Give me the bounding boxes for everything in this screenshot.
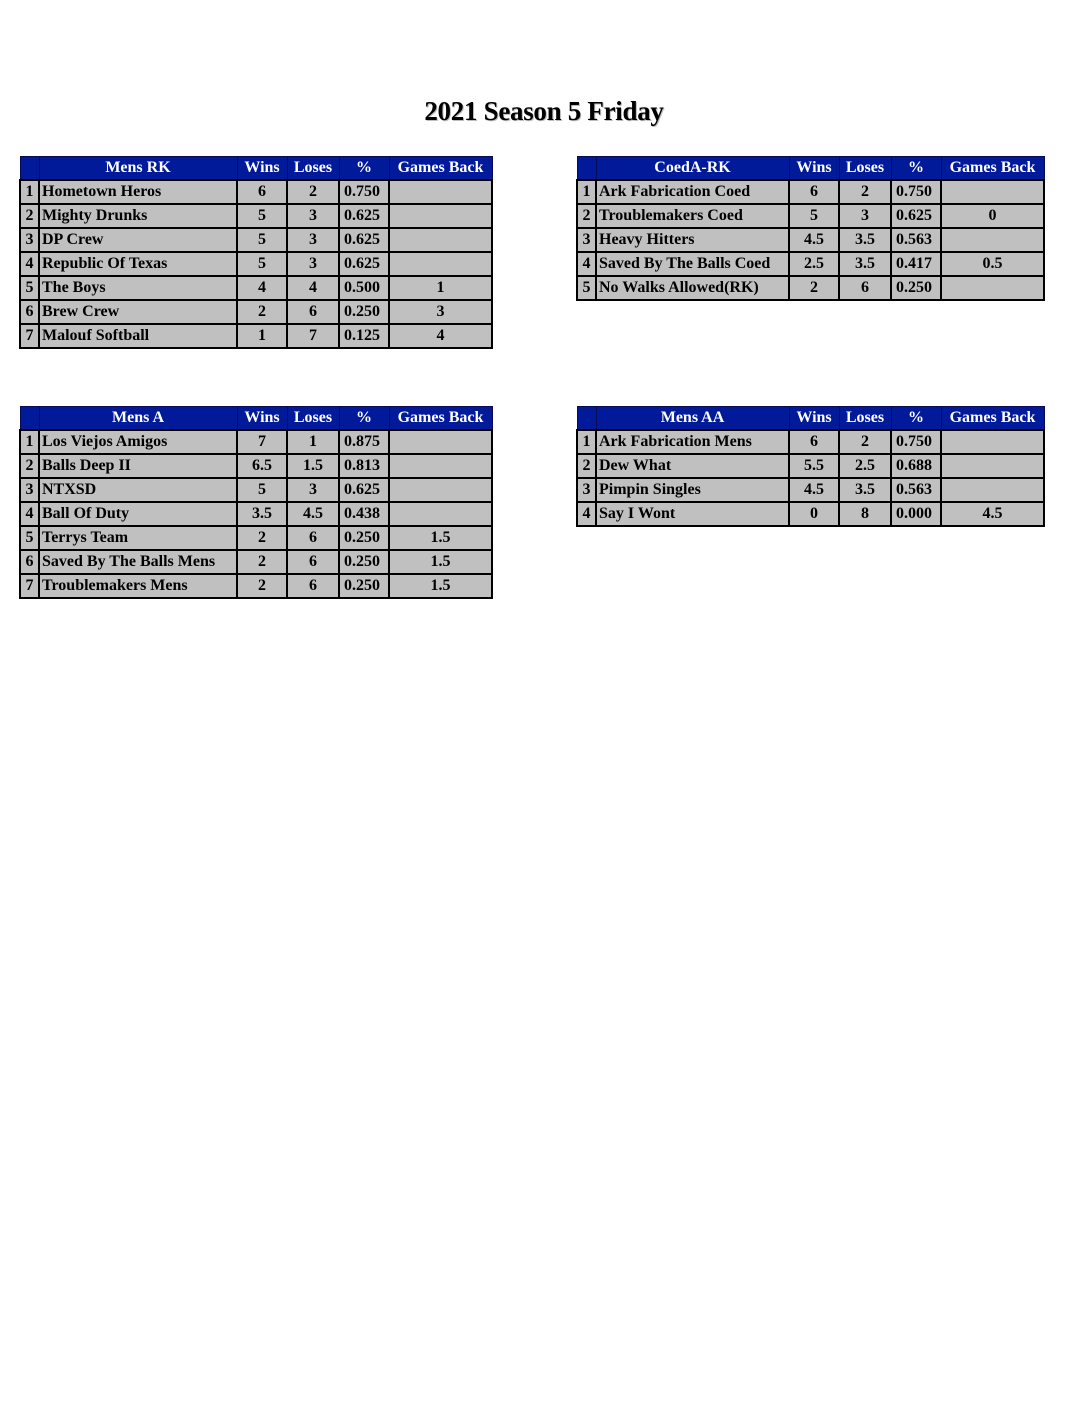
table-row bbox=[20, 454, 492, 478]
team-name-cell: The Boys bbox=[39, 276, 237, 300]
rank-cell: 2 bbox=[20, 204, 39, 228]
team-name-cell: Republic Of Texas bbox=[39, 252, 237, 276]
wins-cell: 5.5 bbox=[789, 454, 839, 478]
division-name: Mens RK bbox=[39, 157, 237, 181]
team-name-cell: Dew What bbox=[596, 454, 789, 478]
team-name-cell: Saved By The Balls Coed bbox=[596, 252, 789, 276]
loses-cell: 6 bbox=[287, 574, 339, 598]
rank-cell: 4 bbox=[577, 502, 596, 526]
loses-cell: 3.5 bbox=[839, 228, 891, 252]
table-header bbox=[577, 157, 1044, 181]
games-back-header: Games Back bbox=[389, 157, 492, 181]
rank-cell: 5 bbox=[577, 276, 596, 300]
loses-cell: 8 bbox=[839, 502, 891, 526]
wins-cell: 4 bbox=[237, 276, 287, 300]
table-row bbox=[20, 324, 492, 348]
loses-cell: 3 bbox=[839, 204, 891, 228]
wins-cell: 5 bbox=[237, 478, 287, 502]
team-name-cell: Terrys Team bbox=[39, 526, 237, 550]
pct-header: % bbox=[339, 157, 389, 181]
games-back-cell: 0.5 bbox=[941, 252, 1044, 276]
table-body bbox=[20, 430, 492, 598]
team-name-cell: Hometown Heros bbox=[39, 180, 237, 204]
table-row bbox=[577, 502, 1044, 526]
games-back-cell: 0 bbox=[941, 204, 1044, 228]
wins-cell: 5 bbox=[237, 228, 287, 252]
wins-header: Wins bbox=[237, 407, 287, 431]
header-row bbox=[577, 407, 1044, 431]
table-row bbox=[577, 252, 1044, 276]
loses-header: Loses bbox=[287, 407, 339, 431]
wins-cell: 0 bbox=[789, 502, 839, 526]
team-name-cell: Mighty Drunks bbox=[39, 204, 237, 228]
rank-cell: 1 bbox=[577, 430, 596, 454]
pct-cell: 0.563 bbox=[891, 228, 941, 252]
pct-cell: 0.688 bbox=[891, 454, 941, 478]
table-row bbox=[577, 180, 1044, 204]
rank-cell: 7 bbox=[20, 324, 39, 348]
games-back-header: Games Back bbox=[389, 407, 492, 431]
team-name-cell: Heavy Hitters bbox=[596, 228, 789, 252]
games-back-cell bbox=[389, 180, 492, 204]
table-row bbox=[20, 526, 492, 550]
games-back-cell bbox=[389, 478, 492, 502]
pct-cell: 0.625 bbox=[339, 252, 389, 276]
loses-cell: 2 bbox=[839, 180, 891, 204]
loses-cell: 6 bbox=[287, 550, 339, 574]
standings-table-mens-rk bbox=[19, 156, 493, 349]
pct-cell: 0.438 bbox=[339, 502, 389, 526]
loses-cell: 6 bbox=[287, 526, 339, 550]
rank-header bbox=[20, 157, 39, 181]
rank-cell: 2 bbox=[577, 204, 596, 228]
rank-cell: 5 bbox=[20, 526, 39, 550]
wins-cell: 2 bbox=[237, 300, 287, 324]
rank-header bbox=[577, 157, 596, 181]
rank-cell: 5 bbox=[20, 276, 39, 300]
wins-cell: 6 bbox=[789, 430, 839, 454]
table-body bbox=[20, 180, 492, 348]
team-name-cell: Troublemakers Mens bbox=[39, 574, 237, 598]
pct-cell: 0.563 bbox=[891, 478, 941, 502]
games-back-cell bbox=[389, 454, 492, 478]
games-back-cell bbox=[389, 252, 492, 276]
wins-cell: 2 bbox=[789, 276, 839, 300]
division-name: Mens AA bbox=[596, 407, 789, 431]
division-name: CoedA-RK bbox=[596, 157, 789, 181]
loses-header: Loses bbox=[839, 157, 891, 181]
rank-cell: 4 bbox=[20, 252, 39, 276]
pct-cell: 0.875 bbox=[339, 430, 389, 454]
rank-cell: 4 bbox=[577, 252, 596, 276]
table-row bbox=[20, 228, 492, 252]
loses-cell: 1 bbox=[287, 430, 339, 454]
table-row bbox=[20, 430, 492, 454]
table-row bbox=[577, 228, 1044, 252]
loses-cell: 7 bbox=[287, 324, 339, 348]
wins-cell: 2 bbox=[237, 550, 287, 574]
rank-cell: 7 bbox=[20, 574, 39, 598]
games-back-cell bbox=[389, 502, 492, 526]
team-name-cell: Los Viejos Amigos bbox=[39, 430, 237, 454]
loses-cell: 2 bbox=[287, 180, 339, 204]
standings-table-mens-aa bbox=[576, 406, 1045, 527]
pct-cell: 0.750 bbox=[891, 430, 941, 454]
rank-cell: 3 bbox=[20, 228, 39, 252]
table-row bbox=[20, 276, 492, 300]
pct-header: % bbox=[339, 407, 389, 431]
pct-cell: 0.625 bbox=[339, 228, 389, 252]
pct-cell: 0.250 bbox=[891, 276, 941, 300]
table-row bbox=[20, 574, 492, 598]
header-row bbox=[20, 157, 492, 181]
rank-cell: 1 bbox=[20, 180, 39, 204]
games-back-header: Games Back bbox=[941, 407, 1044, 431]
table-row bbox=[20, 502, 492, 526]
rank-cell: 3 bbox=[577, 478, 596, 502]
pct-cell: 0.500 bbox=[339, 276, 389, 300]
wins-cell: 6 bbox=[789, 180, 839, 204]
loses-cell: 1.5 bbox=[287, 454, 339, 478]
rank-header bbox=[577, 407, 596, 431]
games-back-cell bbox=[941, 454, 1044, 478]
pct-cell: 0.625 bbox=[891, 204, 941, 228]
games-back-cell bbox=[389, 228, 492, 252]
loses-header: Loses bbox=[839, 407, 891, 431]
pct-cell: 0.813 bbox=[339, 454, 389, 478]
games-back-cell: 1.5 bbox=[389, 550, 492, 574]
rank-header bbox=[20, 407, 39, 431]
rank-cell: 1 bbox=[20, 430, 39, 454]
wins-header: Wins bbox=[237, 157, 287, 181]
wins-cell: 3.5 bbox=[237, 502, 287, 526]
team-name-cell: Malouf Softball bbox=[39, 324, 237, 348]
games-back-cell bbox=[941, 430, 1044, 454]
pct-cell: 0.000 bbox=[891, 502, 941, 526]
games-back-cell bbox=[389, 204, 492, 228]
games-back-cell: 4 bbox=[389, 324, 492, 348]
standings-table-mens-a bbox=[19, 406, 493, 599]
wins-cell: 5 bbox=[789, 204, 839, 228]
loses-cell: 3 bbox=[287, 228, 339, 252]
standings-table-coed-a-rk bbox=[576, 156, 1045, 301]
table-row bbox=[577, 430, 1044, 454]
wins-cell: 4.5 bbox=[789, 228, 839, 252]
team-name-cell: Balls Deep II bbox=[39, 454, 237, 478]
loses-cell: 3 bbox=[287, 478, 339, 502]
loses-cell: 3.5 bbox=[839, 252, 891, 276]
pct-cell: 0.250 bbox=[339, 550, 389, 574]
wins-cell: 5 bbox=[237, 204, 287, 228]
games-back-cell: 3 bbox=[389, 300, 492, 324]
team-name-cell: Saved By The Balls Mens bbox=[39, 550, 237, 574]
wins-cell: 5 bbox=[237, 252, 287, 276]
team-name-cell: Pimpin Singles bbox=[596, 478, 789, 502]
pct-cell: 0.250 bbox=[339, 300, 389, 324]
pct-header: % bbox=[891, 157, 941, 181]
games-back-cell: 1 bbox=[389, 276, 492, 300]
table-body bbox=[577, 430, 1044, 526]
loses-cell: 2 bbox=[839, 430, 891, 454]
table-row bbox=[20, 180, 492, 204]
table-row bbox=[577, 276, 1044, 300]
pct-cell: 0.250 bbox=[339, 574, 389, 598]
pct-cell: 0.417 bbox=[891, 252, 941, 276]
pct-cell: 0.250 bbox=[339, 526, 389, 550]
games-back-cell: 1.5 bbox=[389, 574, 492, 598]
table-row bbox=[20, 204, 492, 228]
page-title: 2021 Season 5 Friday bbox=[424, 96, 664, 126]
pct-cell: 0.125 bbox=[339, 324, 389, 348]
team-name-cell: Brew Crew bbox=[39, 300, 237, 324]
wins-header: Wins bbox=[789, 407, 839, 431]
wins-cell: 7 bbox=[237, 430, 287, 454]
loses-cell: 3.5 bbox=[839, 478, 891, 502]
loses-header: Loses bbox=[287, 157, 339, 181]
loses-cell: 4 bbox=[287, 276, 339, 300]
table-body bbox=[577, 180, 1044, 300]
division-name: Mens A bbox=[39, 407, 237, 431]
rank-cell: 3 bbox=[577, 228, 596, 252]
table-row bbox=[577, 204, 1044, 228]
table-row bbox=[20, 252, 492, 276]
pct-cell: 0.750 bbox=[339, 180, 389, 204]
rank-cell: 6 bbox=[20, 550, 39, 574]
team-name-cell: No Walks Allowed(RK) bbox=[596, 276, 789, 300]
rank-cell: 4 bbox=[20, 502, 39, 526]
loses-cell: 6 bbox=[287, 300, 339, 324]
team-name-cell: Ark Fabrication Mens bbox=[596, 430, 789, 454]
header-row bbox=[577, 157, 1044, 181]
wins-cell: 1 bbox=[237, 324, 287, 348]
table-header bbox=[577, 407, 1044, 431]
table-header bbox=[20, 407, 492, 431]
wins-cell: 6.5 bbox=[237, 454, 287, 478]
table-row bbox=[20, 300, 492, 324]
pct-cell: 0.750 bbox=[891, 180, 941, 204]
team-name-cell: DP Crew bbox=[39, 228, 237, 252]
table-header bbox=[20, 157, 492, 181]
pct-header: % bbox=[891, 407, 941, 431]
games-back-cell bbox=[389, 430, 492, 454]
loses-cell: 4.5 bbox=[287, 502, 339, 526]
games-back-cell: 4.5 bbox=[941, 502, 1044, 526]
table-row bbox=[20, 550, 492, 574]
loses-cell: 3 bbox=[287, 252, 339, 276]
rank-cell: 2 bbox=[20, 454, 39, 478]
games-back-cell: 1.5 bbox=[389, 526, 492, 550]
team-name-cell: Ball Of Duty bbox=[39, 502, 237, 526]
wins-cell: 2 bbox=[237, 574, 287, 598]
rank-cell: 3 bbox=[20, 478, 39, 502]
wins-header: Wins bbox=[789, 157, 839, 181]
pct-cell: 0.625 bbox=[339, 478, 389, 502]
rank-cell: 1 bbox=[577, 180, 596, 204]
wins-cell: 2 bbox=[237, 526, 287, 550]
header-row bbox=[20, 407, 492, 431]
table-row bbox=[577, 454, 1044, 478]
loses-cell: 3 bbox=[287, 204, 339, 228]
games-back-cell bbox=[941, 228, 1044, 252]
rank-cell: 6 bbox=[20, 300, 39, 324]
loses-cell: 6 bbox=[839, 276, 891, 300]
team-name-cell: NTXSD bbox=[39, 478, 237, 502]
team-name-cell: Ark Fabrication Coed bbox=[596, 180, 789, 204]
wins-cell: 6 bbox=[237, 180, 287, 204]
table-row bbox=[577, 478, 1044, 502]
wins-cell: 2.5 bbox=[789, 252, 839, 276]
games-back-cell bbox=[941, 180, 1044, 204]
pct-cell: 0.625 bbox=[339, 204, 389, 228]
games-back-cell bbox=[941, 478, 1044, 502]
table-row bbox=[20, 478, 492, 502]
loses-cell: 2.5 bbox=[839, 454, 891, 478]
rank-cell: 2 bbox=[577, 454, 596, 478]
games-back-cell bbox=[941, 276, 1044, 300]
team-name-cell: Troublemakers Coed bbox=[596, 204, 789, 228]
wins-cell: 4.5 bbox=[789, 478, 839, 502]
team-name-cell: Say I Wont bbox=[596, 502, 789, 526]
games-back-header: Games Back bbox=[941, 157, 1044, 181]
